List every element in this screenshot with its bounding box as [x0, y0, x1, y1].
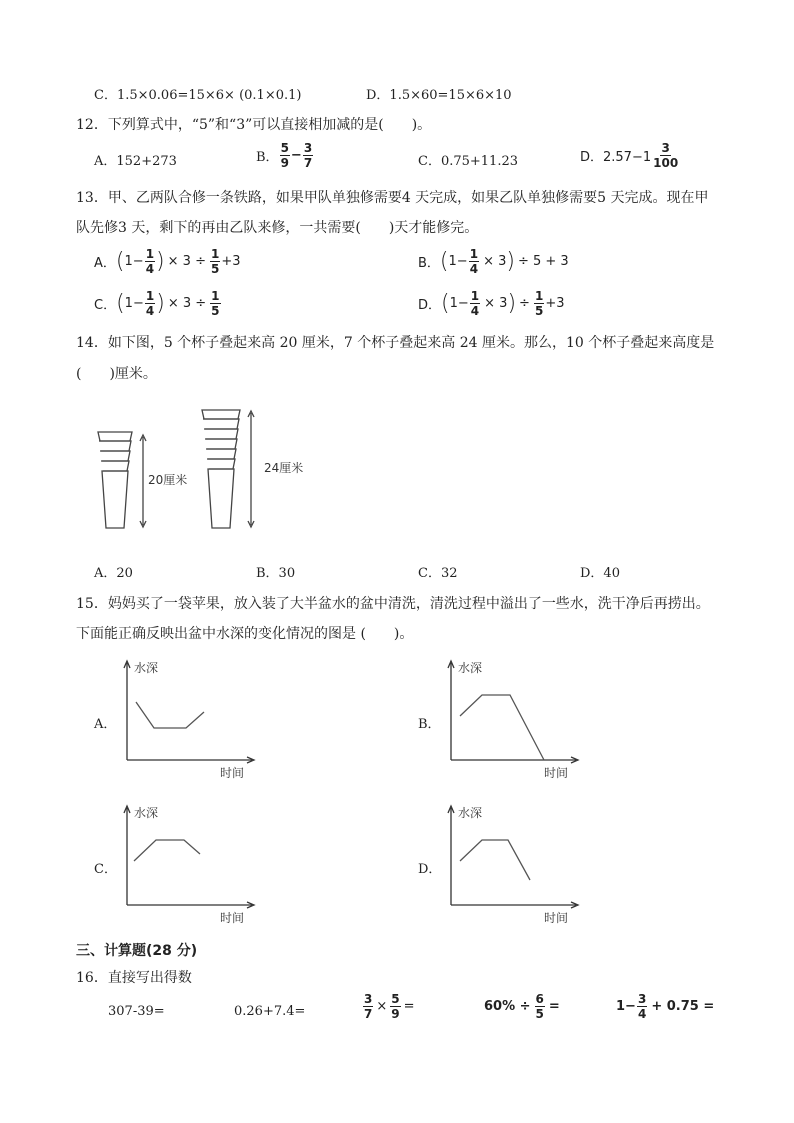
minus-sign: − [290, 148, 302, 163]
q14-option-a: A．20 [94, 566, 133, 581]
fraction: $\frac{5}{9}$ [391, 992, 400, 1021]
y-axis-label: 水深 [134, 806, 159, 820]
fraction: $\frac{1}{4}$ [470, 289, 480, 318]
q16-stem: 16．直接写出得数 [76, 970, 192, 986]
q15-stem-line2: 下面能正确反映出盆中水深的变化情况的图是 ( )。 [76, 626, 414, 642]
q14-stem-line2: ( )厘米。 [76, 366, 157, 382]
minus-sign: − [456, 254, 468, 269]
expression-part: ÷ 5 + 3 [517, 254, 569, 269]
equals-sign: = [403, 999, 415, 1014]
fraction: $\frac{3}{4}$ [637, 992, 647, 1021]
cup-stack-5 [98, 432, 132, 528]
right-paren: ) [156, 291, 165, 316]
q16-expression-2: 0.26+7.4= [234, 1004, 306, 1019]
q13-option-d [418, 290, 564, 317]
right-paren: ) [156, 249, 165, 274]
left-paren: ( [115, 249, 125, 274]
equals-sign: = [548, 999, 560, 1014]
graph-c [120, 800, 260, 930]
q15-option-c-label: C． [94, 862, 117, 877]
option-label: C． [94, 298, 117, 313]
q14-stem-line1: 14．如下图，5 个杯子叠起来高 20 厘米，7 个杯子叠起来高 24 厘米。那么，10 个杯子叠起来高度是 [76, 335, 715, 351]
y-axis-label: 水深 [134, 661, 159, 675]
q13-option-a [94, 248, 241, 275]
expression-part: 60% ÷ [484, 999, 531, 1014]
expression-part: 1− [616, 999, 636, 1014]
expression-part: × 3 [484, 296, 508, 311]
left-paren: ( [439, 249, 449, 274]
q15-option-b-label: B． [418, 717, 441, 732]
operator: × [376, 999, 388, 1014]
fraction: $\frac{1}{4}$ [145, 289, 155, 318]
x-axis-label: 时间 [220, 911, 245, 925]
expression-part: × 3 ÷ [167, 254, 206, 269]
fraction: $\frac{3}{100}$ [653, 141, 679, 170]
y-axis-label: 水深 [458, 806, 483, 820]
option-label: B． [418, 256, 440, 271]
option-label: D． [418, 298, 442, 313]
q13-stem-line1: 13．甲、乙两队合修一条铁路，如果甲队单独修需要4 天完成，如果乙队单独修需要5 天完成。现在甲 [76, 190, 709, 206]
q16-expression-1: 307-39= [108, 1004, 165, 1019]
left-paren: ( [441, 291, 450, 316]
fraction: $\frac{1}{5}$ [211, 289, 220, 318]
q12-stem: 12．下列算式中，“5”和“3”可以直接相加减的是( )。 [76, 117, 432, 133]
left-paren: ( [116, 291, 125, 316]
q15-option-d-label: D． [418, 862, 442, 877]
fraction: $\frac{3}{7}$ [364, 992, 373, 1021]
q12-option-b-label: B． [256, 150, 279, 165]
q13-stem-line2: 队先修3 天，剩下的再由乙队来修，一共需要( )天才能修完。 [76, 220, 479, 236]
right-paren: ) [507, 291, 517, 316]
x-axis-label: 时间 [220, 766, 245, 780]
expression-part: × 3 ÷ [167, 296, 207, 311]
q16-expression-3 [362, 993, 415, 1020]
graph-d [444, 800, 584, 930]
q11-option-d: D．1.5×60=15×6×10 [366, 88, 512, 103]
y-axis-label: 水深 [458, 661, 483, 675]
section-3-title: 三、计算题(28 分) [76, 943, 198, 959]
number: 1 [124, 296, 133, 311]
minus-sign: − [132, 296, 144, 311]
expression-part: × 3 [483, 254, 507, 269]
q16-expression-5 [616, 993, 714, 1020]
expression-part: ÷ [519, 296, 530, 311]
q12-option-d-label: D．2.57−1 [580, 150, 652, 165]
graph-a [120, 655, 260, 785]
x-axis-label: 时间 [544, 766, 569, 780]
number: 1 [449, 296, 458, 311]
q12-option-b [256, 142, 314, 169]
q13-option-b [418, 248, 569, 275]
q13-option-c [94, 290, 222, 317]
right-paren: ) [506, 249, 515, 274]
fraction: $\frac{3}{7}$ [303, 141, 313, 170]
option-label: A． [94, 256, 116, 271]
q15-stem-line1: 15．妈妈买了一袋苹果，放入装了大半盆水的盆中清洗，清洗过程中溢出了一些水，洗干净后再捞出。 [76, 596, 710, 612]
cup-stack-7 [202, 410, 240, 528]
expression-part: +3 [545, 296, 565, 311]
cups-figure [90, 405, 330, 535]
q12-option-d [580, 142, 680, 169]
q12-option-a: A．152+273 [94, 154, 177, 169]
minus-sign: − [132, 254, 144, 269]
q14-option-b: B．30 [256, 566, 296, 581]
expression-part: + 0.75 = [651, 999, 715, 1014]
q12-option-c: C．0.75+11.23 [418, 154, 519, 169]
q16-expression-4 [484, 993, 560, 1020]
fraction: $\frac{1}{4}$ [469, 247, 479, 276]
q14-option-d: D．40 [580, 566, 620, 581]
x-axis-label: 时间 [544, 911, 569, 925]
fraction: $\frac{1}{5}$ [210, 247, 220, 276]
graph-b [444, 655, 584, 785]
fraction: $\frac{5}{9}$ [280, 141, 289, 170]
q14-option-c: C．32 [418, 566, 458, 581]
fraction: $\frac{1}{5}$ [534, 289, 544, 318]
fraction: $\frac{6}{5}$ [535, 992, 544, 1021]
number: 1 [448, 254, 457, 269]
q15-option-a-label: A． [94, 717, 117, 732]
height-label-left: 20厘米 [148, 473, 188, 487]
expression-part: +3 [221, 254, 241, 269]
height-label-right: 24厘米 [264, 461, 304, 475]
q11-option-c: C．1.5×0.06=15×6× (0.1×0.1) [94, 88, 302, 103]
minus-sign: − [457, 296, 469, 311]
number: 1 [124, 254, 133, 269]
fraction: $\frac{1}{4}$ [145, 247, 155, 276]
